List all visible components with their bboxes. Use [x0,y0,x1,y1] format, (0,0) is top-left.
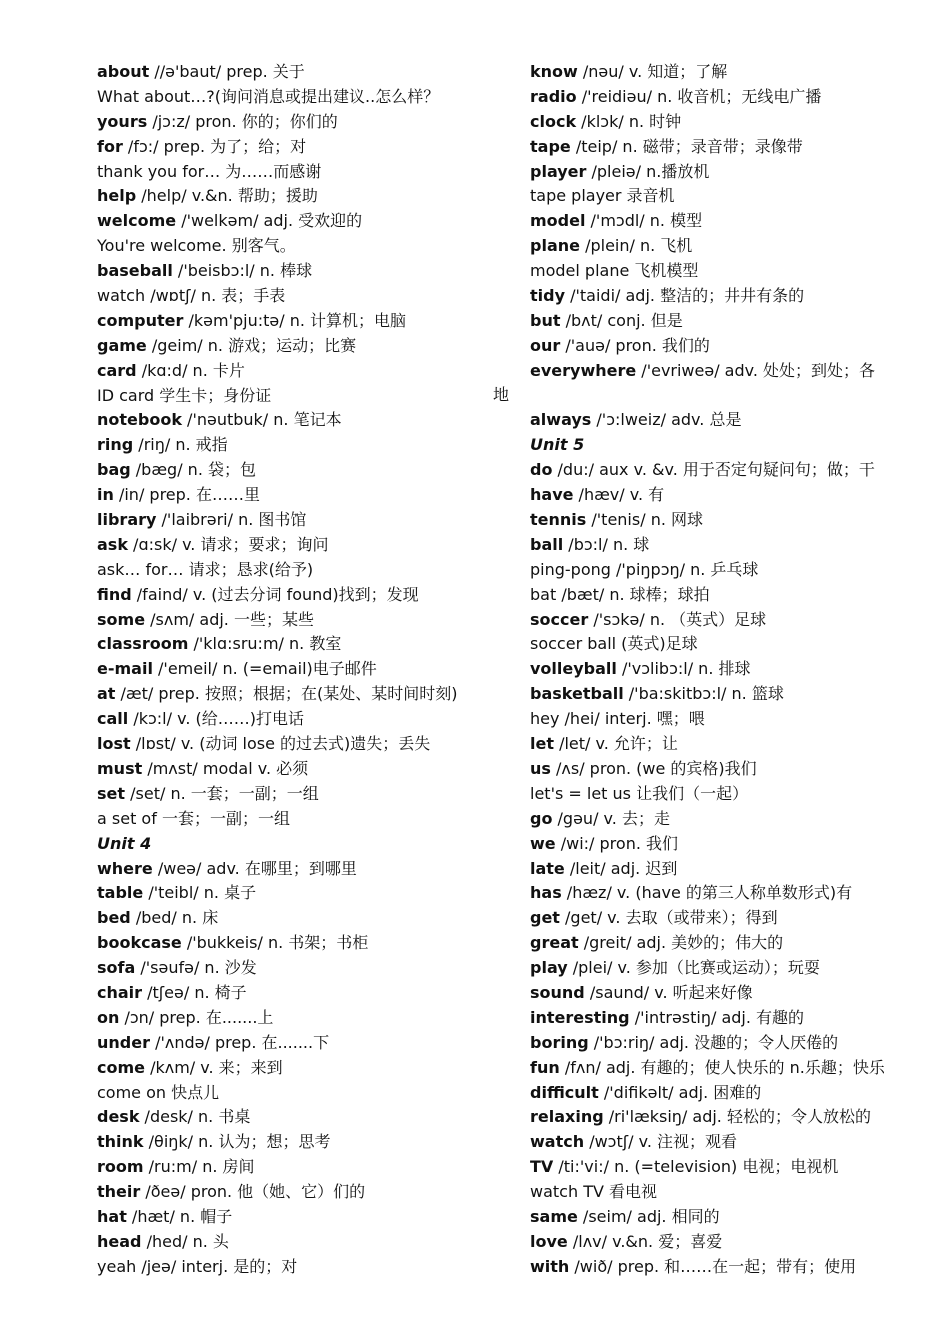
vocab-entry [97,1255,497,1280]
headword: e-mail [97,659,153,679]
headword: table [97,883,144,903]
vocab-entry [97,334,497,359]
headword: for [97,136,123,156]
vocab-entry [530,807,900,832]
definition: /bed/ n. 床 [130,908,219,928]
definition: /'emeil/ n. (=email)电子邮件 [152,659,377,679]
vocab-entry [530,682,900,707]
vocab-entry [530,184,900,209]
definition: /seim/ adj. 相同的 [577,1206,720,1226]
definition: /'ba:skitbɔ:l/ n. 篮球 [623,684,784,704]
vocab-entry [530,1056,900,1081]
headword: volleyball [530,659,617,679]
definition: /bæg/ n. 袋；包 [130,460,256,480]
vocab-entry [97,1155,497,1180]
headword: head [97,1231,142,1251]
headword: always [530,410,592,430]
definition: /'intrəstiŋ/ adj. 有趣的 [629,1007,805,1027]
definition: /greit/ adj. 美妙的；伟大的 [578,933,784,953]
definition: /lʌv/ v.&n. 爱；喜爱 [567,1231,723,1251]
headword: help [97,186,137,206]
vocab-entry [530,458,900,483]
vocab-entry [530,857,900,882]
definition: /ɔn/ prep. 在.......上 [119,1007,274,1027]
vocab-entry [97,60,497,85]
vocab-entry [530,1155,900,1180]
vocab-entry [530,160,900,185]
definition: /ɑ:sk/ v. 请求；要求；询问 [127,534,329,554]
vocab-entry [530,832,900,857]
definition: /'klɑ:sru:m/ n. 教室 [188,634,342,654]
headword: bed [97,908,131,928]
headword: about [97,62,150,81]
vocab-entry [97,309,497,334]
headword: get [530,908,560,928]
definition: /'mɔdl/ n. 模型 [585,211,703,231]
vocab-entry [97,682,497,707]
headword: bookcase [97,933,182,953]
headword: late [530,858,565,878]
headword: play [530,958,568,978]
vocab-entry [97,359,497,384]
definition: /'nəutbuk/ n. 笔记本 [181,410,342,430]
vocab-entry [97,632,497,657]
headword: fun [530,1057,560,1077]
vocab-entry [97,757,497,782]
definition: /bʌt/ conj. 但是 [560,310,683,330]
definition: ask… for… 请求；恳求(给予) [97,559,314,579]
vocab-entry [97,259,497,284]
vocab-entry [97,184,497,209]
definition: /wi:/ pron. 我们 [555,833,679,853]
headword: with [530,1256,570,1276]
headword: their [97,1182,141,1202]
headword: great [530,933,579,953]
definition: /'ʌndə/ prep. 在.......下 [149,1032,330,1052]
vocab-entry [530,1031,900,1056]
vocab-entry [530,309,900,334]
vocab-entry [530,881,900,906]
definition: /plein/ n. 飞机 [579,236,693,256]
vocab-entry [97,110,497,135]
vocab-entry [97,135,497,160]
vocab-entry [530,384,900,409]
headword: chair [97,982,143,1002]
definition: /ru:m/ n. 房间 [143,1157,255,1177]
vocab-entry [97,1130,497,1155]
vocab-entry [530,209,900,234]
headword: lost [97,734,131,754]
vocab-entry [530,1081,900,1106]
definition: /'evriweə/ adv. 处处；到处；各 [636,360,876,380]
definition: /jɔ:z/ pron. 你的；你们的 [147,111,338,131]
definition: /klɔk/ n. 时钟 [576,111,682,131]
definition: /θiŋk/ n. 认为；想；思考 [143,1132,331,1152]
headword: notebook [97,410,182,430]
headword: come [97,1057,145,1077]
vocab-entry [530,558,900,583]
definition: /kɑ:d/ n. 卡片 [136,360,245,380]
definition: /hæt/ n. 帽子 [126,1206,233,1226]
definition: /set/ n. 一套；一副；一组 [125,783,319,803]
definition: ping-pong /'piŋpɔŋ/ n. 乒乓球 [530,559,759,579]
headword: we [530,833,556,853]
headword: watch [530,1132,585,1152]
vocab-entry [530,284,900,309]
headword: tennis [530,510,587,530]
vocab-entry [97,1031,497,1056]
headword: yours [97,111,148,131]
definition: /'laibrəri/ n. 图书馆 [156,510,307,530]
vocab-entry [530,1205,900,1230]
vocab-entry [97,483,497,508]
definition: watch TV 看电视 [530,1182,657,1202]
headword: everywhere [530,360,637,380]
definition: /'bukkeis/ n. 书架；书柜 [181,933,369,953]
definition: /sʌm/ adj. 一些；某些 [145,609,314,629]
vocab-entry [97,1230,497,1255]
headword: have [530,485,574,505]
vocab-entry [530,1130,900,1155]
vocab-entry [530,334,900,359]
vocab-entry [97,160,497,185]
headword: let [530,734,554,754]
definition: /kɔ:l/ v. (给……)打电话 [128,709,304,729]
headword: same [530,1206,578,1226]
vocab-entry [530,732,900,757]
definition: /ʌs/ pron. (we 的宾格)我们 [550,758,757,778]
definition: tape player 录音机 [530,186,675,206]
vocab-entry [530,60,900,85]
definition: /æt/ prep. 按照；根据；在(某处、某时间时刻) [115,684,458,704]
definition: let's = let us 让我们（一起） [530,783,749,803]
vocab-entry [97,234,497,259]
definition: /'difikəlt/ adj. 困难的 [598,1082,762,1102]
vocab-entry [97,284,497,309]
headword: call [97,709,129,729]
definition: /fʌn/ adj. 有趣的；使人快乐的 n.乐趣；快乐 [559,1057,885,1077]
vocab-entry [530,981,900,1006]
unit-title: Unit 4 [97,833,152,853]
definition: /'sɔkə/ n. （英式）足球 [588,609,767,629]
vocab-entry [97,906,497,931]
headword: computer [97,310,184,330]
definition: /pleiə/ n.播放机 [586,161,710,181]
vocab-entry [530,1230,900,1255]
definition: /plei/ v. 参加（比赛或运动）；玩耍 [567,958,820,978]
vocab-entry [530,533,900,558]
definition: /weə/ adv. 在哪里；到哪里 [152,858,357,878]
headword: sofa [97,958,136,978]
headword: baseball [97,261,173,281]
headword: ring [97,435,134,455]
headword: game [97,335,147,355]
definition: /teip/ n. 磁带；录音带；录像带 [570,136,803,156]
definition: /'ɔ:lweiz/ adv. 总是 [591,410,742,430]
vocab-entry [530,931,900,956]
vocab-entry [97,1180,497,1205]
vocab-entry [530,85,900,110]
vocab-entry [530,234,900,259]
vocab-entry [530,259,900,284]
definition: /hed/ n. 头 [141,1231,229,1251]
right-column [530,60,900,1280]
vocab-entry [530,956,900,981]
headword: boring [530,1032,589,1052]
vocab-entry [530,1180,900,1205]
headword: set [97,783,126,803]
vocab-entry [97,433,497,458]
vocab-entry [97,458,497,483]
headword: player [530,161,587,181]
headword: must [97,758,143,778]
headword: room [97,1157,144,1177]
definition: /'bɔ:riŋ/ adj. 没趣的；令人厌倦的 [588,1032,839,1052]
headword: classroom [97,634,189,654]
definition: /let/ v. 允许；让 [553,734,678,754]
vocab-entry [97,732,497,757]
unit-title: Unit 5 [530,435,585,455]
headword: some [97,609,146,629]
definition: /wɔtʃ/ v. 注视；观看 [584,1132,737,1152]
headword: plane [530,236,580,256]
wrapped-text-fragment: 地 [493,385,510,404]
vocab-entry [530,483,900,508]
vocab-entry [97,384,497,409]
definition: /'vɔlibɔ:l/ n. 排球 [616,659,751,679]
vocab-entry [530,1255,900,1280]
definition: /leit/ adj. 迟到 [564,858,678,878]
definition: /'səufə/ n. 沙发 [135,958,257,978]
definition: /geim/ n. 游戏；运动；比赛 [146,335,357,355]
headword: ask [97,534,128,554]
vocab-entry [97,857,497,882]
headword: love [530,1231,568,1251]
definition: /in/ prep. 在……里 [113,485,260,505]
left-column [97,60,497,1280]
vocab-entry [97,583,497,608]
definition: soccer ball (英式)足球 [530,634,698,654]
definition: thank you for… 为……而感谢 [97,161,322,181]
headword: library [97,510,157,530]
headword: think [97,1132,144,1152]
headword: basketball [530,684,624,704]
definition: /hæz/ v. (have 的第三人称单数形式)有 [561,883,853,903]
definition: /lɒst/ v. (动词 lose 的过去式)遗失；丢失 [130,734,431,754]
definition: /ti:'vi:/ n. (=television) 电视；电视机 [553,1157,839,1177]
vocab-entry [97,707,497,732]
headword: ball [530,534,564,554]
headword: TV [530,1157,554,1177]
unit-heading [530,433,900,458]
definition: /'auə/ pron. 我们的 [560,335,710,355]
vocab-entry [97,408,497,433]
definition: /gəu/ v. 去；走 [552,808,670,828]
definition: /kʌm/ v. 来；来到 [145,1057,283,1077]
headword: sound [530,982,585,1002]
vocab-entry [530,583,900,608]
definition: /desk/ n. 书桌 [139,1107,251,1127]
headword: clock [530,111,577,131]
definition: /mʌst/ modal v. 必须 [142,758,309,778]
headword: do [530,460,553,480]
definition: /fɔ:/ prep. 为了；给；对 [122,136,307,156]
headword: difficult [530,1082,599,1102]
headword: tape [530,136,571,156]
headword: go [530,808,553,828]
definition: /hæv/ v. 有 [573,485,665,505]
vocab-entry [97,981,497,1006]
headword: know [530,62,578,81]
vocab-entry [530,359,900,384]
definition: hey /hei/ interj. 嘿；喂 [530,709,705,729]
vocab-entry [97,1006,497,1031]
vocab-entry [97,657,497,682]
vocab-entry [530,757,900,782]
definition: come on 快点儿 [97,1082,220,1102]
vocab-entry [530,1006,900,1031]
definition: /faind/ v. (过去分词 found)找到；发现 [131,584,419,604]
vocab-entry [97,209,497,234]
definition: /tʃeə/ n. 椅子 [142,982,247,1002]
headword: hat [97,1206,127,1226]
vocab-entry [97,931,497,956]
vocab-entry [530,1105,900,1130]
definition: model plane 飞机模型 [530,261,699,281]
definition: /help/ v.&n. 帮助；援助 [136,186,318,206]
headword: model [530,211,586,231]
headword: welcome [97,211,177,231]
definition: //ə'baut/ prep. 关于 [149,62,305,81]
vocab-entry [530,608,900,633]
headword: radio [530,86,577,106]
vocab-entry [97,1081,497,1106]
definition: /wið/ prep. 和……在一起；带有；使用 [569,1256,857,1276]
vocab-entry [530,707,900,732]
vocab-entry [530,110,900,135]
vocab-entry [97,608,497,633]
definition: /du:/ aux v. &v. 用于否定句疑问句；做；干 [552,460,875,480]
definition: watch /wɒtʃ/ n. 表；手表 [97,286,286,306]
vocab-entry [530,657,900,682]
headword: bag [97,460,131,480]
vocab-entry [97,782,497,807]
definition: bat /bæt/ n. 球棒；球拍 [530,584,710,604]
vocab-entry [530,508,900,533]
headword: desk [97,1107,140,1127]
headword: us [530,758,551,778]
definition: a set of 一套；一副；一组 [97,808,290,828]
definition: /get/ v. 去取（或带来）；得到 [559,908,778,928]
vocab-entry [97,508,497,533]
definition: /kəm'pju:tə/ n. 计算机；电脑 [183,310,407,330]
definition: /'beisbɔ:l/ n. 棒球 [172,261,313,281]
vocab-entry [97,956,497,981]
headword: at [97,684,116,704]
definition: /bɔ:l/ n. 球 [563,534,650,554]
headword: in [97,485,114,505]
definition: /ðeə/ pron. 他（她、它）们的 [140,1182,366,1202]
headword: under [97,1032,150,1052]
definition: /'tenis/ n. 网球 [586,510,704,530]
definition: /saund/ v. 听起来好像 [584,982,753,1002]
vocab-entry [97,1105,497,1130]
vocab-entry [530,135,900,160]
headword: tidy [530,286,566,306]
vocab-entry [530,906,900,931]
headword: relaxing [530,1107,604,1127]
vocab-entry [530,782,900,807]
headword: card [97,360,137,380]
vocab-entry [97,558,497,583]
headword: has [530,883,562,903]
definition: /'teibl/ n. 桌子 [143,883,257,903]
definition: yeah /jeə/ interj. 是的；对 [97,1256,298,1276]
headword: on [97,1007,120,1027]
definition: /'reidiəu/ n. 收音机；无线电广播 [576,86,822,106]
vocab-entry [97,807,497,832]
headword: find [97,584,132,604]
definition: /'welkəm/ adj. 受欢迎的 [176,211,363,231]
definition: /riŋ/ n. 戒指 [133,435,228,455]
headword: soccer [530,609,589,629]
vocab-entry [530,632,900,657]
headword: where [97,858,153,878]
definition: You're welcome. 别客气。 [97,236,296,256]
unit-heading [97,832,497,857]
vocab-entry [530,408,900,433]
vocab-entry [97,533,497,558]
vocab-entry [97,1205,497,1230]
definition: ID card 学生卡；身份证 [97,385,272,405]
headword: our [530,335,561,355]
vocab-entry [97,1056,497,1081]
definition: What about…?(询问消息或提出建议..怎么样？ [97,86,440,106]
vocab-entry [97,85,497,110]
definition: /ri'læksiŋ/ adj. 轻松的；令人放松的 [603,1107,871,1127]
headword: but [530,310,561,330]
headword: interesting [530,1007,630,1027]
vocab-entry [97,881,497,906]
definition: /nəu/ v. 知道；了解 [577,62,728,81]
definition: /'taidi/ adj. 整洁的；井井有条的 [565,286,805,306]
